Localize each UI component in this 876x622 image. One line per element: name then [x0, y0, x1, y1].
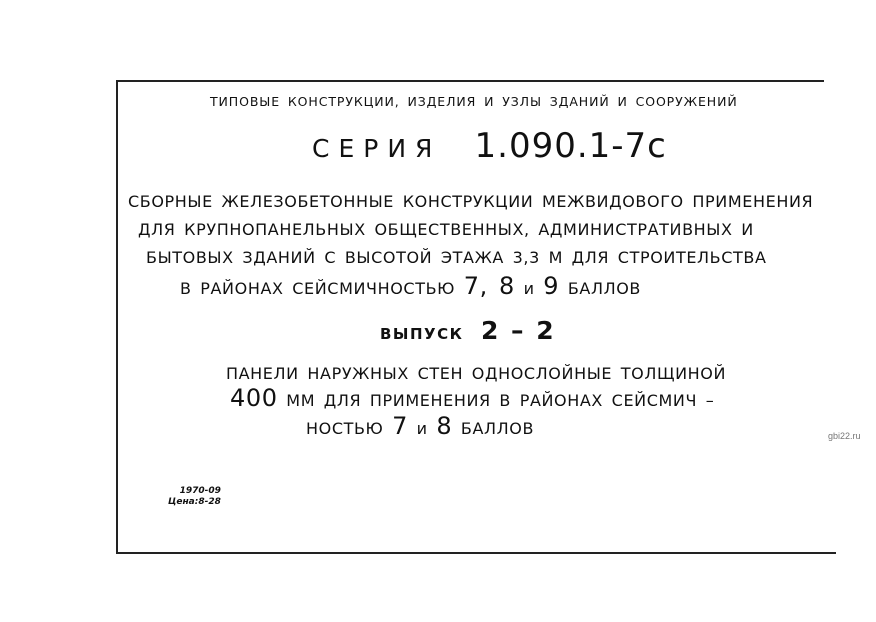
title-line-3: БЫТОВЫХ ЗДАНИЙ С ВЫСОТОЙ ЭТАЖА 3,3 М ДЛЯ СТРОИТЕЛЬСТВА — [146, 248, 767, 267]
subtitle-line-3-prefix: НОСТЬЮ — [306, 419, 384, 438]
subtitle-line-3-conjunction: и — [416, 419, 428, 438]
title-line-4-value-2: 9 — [543, 272, 560, 300]
subtitle-line-3-value-2: 8 — [436, 412, 453, 440]
document-header: ТИПОВЫЕ КОНСТРУКЦИИ, ИЗДЕЛИЯ И УЗЛЫ ЗДАНИЙ И СООРУЖЕНИЙ — [210, 94, 738, 109]
issue-number: 2 – 2 — [480, 316, 556, 345]
title-line-4-prefix: В РАЙОНАХ СЕЙСМИЧНОСТЬЮ — [180, 279, 456, 298]
series-number: 1.090.1-7с — [474, 126, 667, 166]
publication-stamp — [168, 486, 221, 508]
title-line-4-conjunction: и — [523, 279, 535, 298]
document-frame-top-border — [116, 80, 824, 82]
document-frame-left-border — [116, 80, 118, 552]
subtitle-line-2 — [230, 384, 714, 412]
series-label: СЕРИЯ — [312, 134, 442, 163]
stamp-year: 1970-09 — [179, 486, 221, 496]
stamp-price: Цена:8-28 — [168, 497, 221, 507]
title-line-2: ДЛЯ КРУПНОПАНЕЛЬНЫХ ОБЩЕСТВЕННЫХ, АДМИНИСТРАТИВНЫХ И — [138, 220, 754, 239]
title-line-4-suffix: БАЛЛОВ — [567, 279, 642, 298]
issue-label: ВЫПУСК — [380, 325, 464, 343]
subtitle-line-3-suffix: БАЛЛОВ — [460, 419, 535, 438]
issue-heading — [380, 316, 556, 345]
site-watermark: gbi22.ru — [828, 431, 861, 441]
title-line-1: СБОРНЫЕ ЖЕЛЕЗОБЕТОННЫЕ КОНСТРУКЦИИ МЕЖВИДОВОГО ПРИМЕНЕНИЯ — [128, 192, 814, 211]
subtitle-line-3-value-1: 7 — [392, 412, 408, 440]
title-line-4 — [180, 272, 641, 300]
subtitle-line-1: ПАНЕЛИ НАРУЖНЫХ СТЕН ОДНОСЛОЙНЫЕ ТОЛЩИНОЙ — [226, 364, 727, 383]
series-heading — [312, 126, 667, 166]
title-line-4-value-1: 7, 8 — [463, 272, 515, 300]
subtitle-thickness-value: 400 — [230, 384, 278, 412]
subtitle-line-2-text: ММ ДЛЯ ПРИМЕНЕНИЯ В РАЙОНАХ СЕЙСМИЧ – — [286, 391, 715, 410]
subtitle-line-3 — [306, 412, 534, 440]
document-frame-bottom-border — [116, 552, 836, 554]
